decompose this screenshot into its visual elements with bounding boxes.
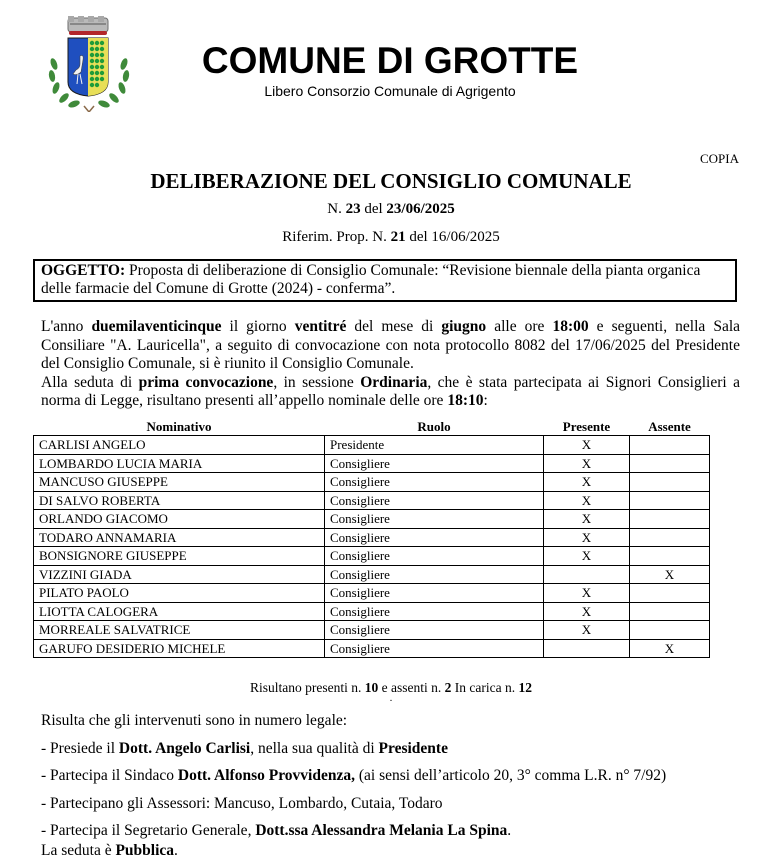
bold-text-run: ventitré bbox=[294, 318, 347, 335]
attendance-table bbox=[33, 418, 710, 658]
present-mark: X bbox=[544, 547, 630, 566]
bold-text-run: Dott. Angelo Carlisi bbox=[118, 740, 251, 757]
column-header-role: Ruolo bbox=[417, 418, 451, 434]
member-name: BONSIGNORE GIUSEPPE bbox=[34, 547, 325, 566]
bold-text-run: Dott.ssa Alessandra Melania La Spina bbox=[255, 822, 508, 839]
ref-number: 21 bbox=[390, 229, 406, 245]
absent-mark bbox=[630, 621, 710, 640]
present-mark: X bbox=[544, 473, 630, 492]
municipal-coat-of-arms-icon bbox=[44, 16, 134, 112]
present-mark bbox=[544, 639, 630, 658]
absent-mark bbox=[630, 473, 710, 492]
subject-text: Proposta di deliberazione di Consiglio Comunale: “Revisione biennale della pianta organica delle farmacie del Comune di Grotte (2024) - conferma”. bbox=[41, 262, 701, 297]
present-count: 10 bbox=[364, 680, 379, 695]
ref-suffix: del 16/06/2025 bbox=[405, 229, 500, 245]
document-heading: DELIBERAZIONE DEL CONSIGLIO COMUNALE bbox=[150, 169, 632, 193]
table-row bbox=[34, 510, 710, 529]
summary-mid: e assenti n. bbox=[378, 680, 445, 695]
table-row bbox=[34, 491, 710, 510]
municipality-title: COMUNE DI GROTTE bbox=[201, 40, 579, 81]
bold-text-run: Ordinaria bbox=[360, 373, 428, 391]
member-role: Consigliere bbox=[325, 510, 544, 529]
present-mark: X bbox=[544, 454, 630, 473]
bold-text-run: prima convocazione bbox=[138, 373, 274, 391]
present-mark: X bbox=[544, 436, 630, 455]
table-row bbox=[34, 565, 710, 584]
text-run: e seguenti, nella Sala Consiliare "A. Lauricella", a seguito di convocazione con nota protocollo 8082 del 17/06/2025 del Presidente del Consiglio Comunale, si è riunito il Consiglio Comunale. bbox=[41, 318, 741, 372]
proposal-reference bbox=[0, 229, 782, 246]
table-row bbox=[34, 528, 710, 547]
text-run: , in sessione bbox=[273, 373, 361, 391]
column-header-absent: Assente bbox=[648, 418, 691, 434]
intro-p1 bbox=[41, 318, 740, 374]
text-run: : bbox=[483, 392, 488, 409]
bold-text-run: giugno bbox=[441, 318, 487, 335]
presides-line bbox=[41, 740, 448, 758]
member-name: PILATO PAOLO bbox=[34, 584, 325, 603]
text-run: - Presiede il bbox=[41, 740, 119, 757]
present-mark: X bbox=[544, 602, 630, 621]
absent-mark: X bbox=[630, 565, 710, 584]
present-mark bbox=[544, 565, 630, 584]
present-mark: X bbox=[544, 584, 630, 603]
text-run: Alla seduta di bbox=[41, 373, 139, 391]
public-session-line bbox=[41, 842, 178, 860]
member-role: Presidente bbox=[325, 436, 544, 455]
summary-mid2: In carica n. bbox=[451, 680, 519, 695]
table-row bbox=[34, 602, 710, 621]
member-role: Consigliere bbox=[325, 473, 544, 492]
column-header-name: Nominativo bbox=[146, 418, 212, 434]
bold-text-run: Presidente bbox=[378, 740, 448, 757]
member-role: Consigliere bbox=[325, 547, 544, 566]
text-run: il giorno bbox=[221, 318, 295, 335]
text-run: . bbox=[507, 822, 512, 839]
subject-label: OGGETTO: bbox=[41, 262, 126, 279]
secretary-line bbox=[41, 822, 511, 840]
member-name: DI SALVO ROBERTA bbox=[34, 491, 325, 510]
column-header-present: Presente bbox=[562, 418, 611, 434]
assessors-line: - Partecipano gli Assessori: Mancuso, Lombardo, Cutaia, Todaro bbox=[41, 795, 443, 812]
table-row bbox=[34, 584, 710, 603]
present-mark: X bbox=[544, 621, 630, 640]
municipality-subtitle: Libero Consorzio Comunale di Agrigento bbox=[264, 83, 516, 99]
bold-text-run: Dott. Alfonso Provvidenza, bbox=[177, 767, 355, 784]
member-role: Consigliere bbox=[325, 584, 544, 603]
text-run: alle ore bbox=[486, 318, 553, 335]
member-role: Consigliere bbox=[325, 602, 544, 621]
intro-paragraph bbox=[41, 318, 740, 411]
member-role: Consigliere bbox=[325, 565, 544, 584]
absent-mark: X bbox=[630, 639, 710, 658]
text-run: (ai sensi dell’articolo 20, 3° comma L.R. n° 7/92) bbox=[354, 767, 667, 784]
bold-text-run: Pubblica bbox=[115, 842, 175, 859]
subject-box bbox=[33, 259, 737, 302]
absent-mark bbox=[630, 491, 710, 510]
text-run: , nella sua qualità di bbox=[250, 740, 379, 757]
text-run: - Partecipa il Segretario Generale, bbox=[41, 822, 256, 839]
attendance-rows bbox=[34, 436, 710, 658]
table-row bbox=[34, 639, 710, 658]
absent-mark bbox=[630, 528, 710, 547]
absent-mark bbox=[630, 454, 710, 473]
member-name: LOMBARDO LUCIA MARIA bbox=[34, 454, 325, 473]
member-name: MORREALE SALVATRICE bbox=[34, 621, 325, 640]
absent-mark bbox=[630, 584, 710, 603]
member-role: Consigliere bbox=[325, 528, 544, 547]
legal-number-line: Risulta che gli intervenuti sono in numero legale: bbox=[41, 712, 348, 729]
bold-text-run: 18:00 bbox=[552, 318, 589, 335]
ref-prefix: Riferim. Prop. N. bbox=[282, 229, 391, 245]
text-run: La seduta è bbox=[41, 842, 116, 859]
in-office-count: 12 bbox=[518, 680, 532, 695]
present-mark: X bbox=[544, 510, 630, 529]
present-mark: X bbox=[544, 491, 630, 510]
present-mark: X bbox=[544, 528, 630, 547]
mayor-line bbox=[41, 767, 666, 785]
copy-label: COPIA bbox=[699, 151, 739, 166]
absent-mark bbox=[630, 602, 710, 621]
table-row bbox=[34, 473, 710, 492]
summary-prefix: Risultano presenti n. bbox=[250, 680, 365, 695]
number-mid: del bbox=[360, 201, 387, 217]
bold-text-run: 18:10 bbox=[447, 392, 484, 409]
absent-mark bbox=[630, 510, 710, 529]
member-name: GARUFO DESIDERIO MICHELE bbox=[34, 639, 325, 658]
absent-mark bbox=[630, 547, 710, 566]
member-name: CARLISI ANGELO bbox=[34, 436, 325, 455]
table-row bbox=[34, 547, 710, 566]
deliberation-date: 23/06/2025 bbox=[386, 201, 455, 217]
table-header-row bbox=[34, 418, 710, 436]
text-run: . bbox=[174, 842, 178, 859]
member-name: ORLANDO GIACOMO bbox=[34, 510, 325, 529]
bold-text-run: duemilaventicinque bbox=[91, 318, 222, 335]
absent-count: 2 bbox=[444, 680, 452, 695]
member-name: LIOTTA CALOGERA bbox=[34, 602, 325, 621]
table-row bbox=[34, 621, 710, 640]
member-role: Consigliere bbox=[325, 491, 544, 510]
member-role: Consigliere bbox=[325, 639, 544, 658]
absent-mark bbox=[630, 436, 710, 455]
text-run: - Partecipa il Sindaco bbox=[41, 767, 178, 784]
member-role: Consigliere bbox=[325, 621, 544, 640]
deliberation-number bbox=[0, 201, 782, 218]
summary-dot: . bbox=[389, 693, 393, 704]
table-row bbox=[34, 454, 710, 473]
intro-p2 bbox=[41, 374, 740, 411]
text-run: , che è stata partecipata ai Signori Consiglieri a norma di Legge, risultano presenti all’appello nominale delle ore bbox=[41, 373, 741, 409]
text-run: L'anno bbox=[41, 318, 92, 335]
member-name: MANCUSO GIUSEPPE bbox=[34, 473, 325, 492]
member-name: TODARO ANNAMARIA bbox=[34, 528, 325, 547]
number-prefix: N. bbox=[327, 201, 346, 217]
member-role: Consigliere bbox=[325, 454, 544, 473]
member-name: VIZZINI GIADA bbox=[34, 565, 325, 584]
header bbox=[200, 40, 580, 100]
deliberation-number-value: 23 bbox=[345, 201, 361, 217]
table-row bbox=[34, 436, 710, 455]
text-run: del mese di bbox=[346, 318, 442, 335]
